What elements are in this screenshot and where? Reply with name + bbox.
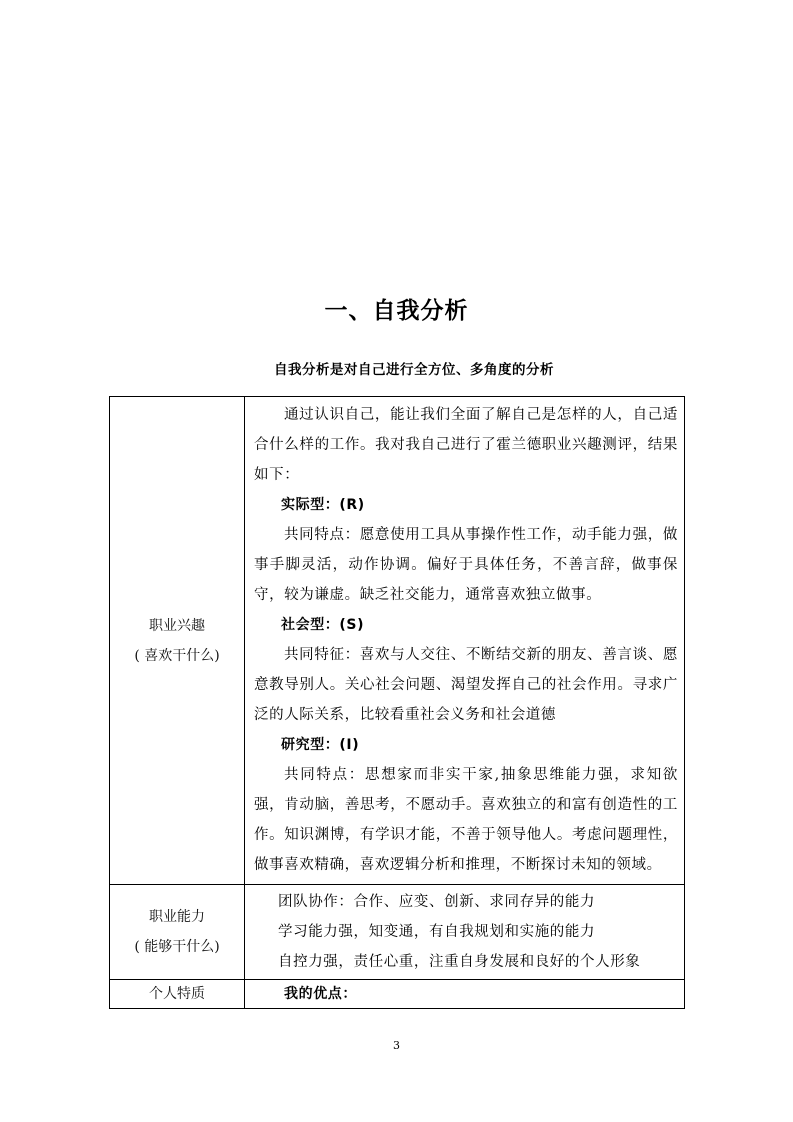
type-text-realistic: 共同特点：愿意使用工具从事操作性工作，动手能力强，做事手脚灵活，动作协调。偏好于具体任务，不善言辞，做事保守，较为谦虚。缺乏社交能力，通常喜欢独立做事。	[254, 527, 678, 603]
interest-label: 职业兴趣	[149, 617, 205, 634]
ability-item: 自控力强，责任心重，注重自身发展和良好的个人形象	[278, 954, 641, 970]
ability-item: 学习能力强，知变通，有自我规划和实施的能力	[278, 924, 596, 940]
interest-intro: 通过认识自己，能让我们全面了解自己是怎样的人，自己适合什么样的工作。我对我自己进行了霍兰德职业兴趣测评，结果如下：	[254, 407, 678, 483]
section-subtitle: 自我分析是对自己进行全方位、多角度的分析	[274, 362, 554, 378]
table-row-interest	[110, 397, 685, 885]
type-text-social: 共同特征：喜欢与人交往、不断结交新的朋友、善言谈、愿意教导别人。关心社会问题、渴望发挥自己的社会作用。寻求广泛的人际关系，比较看重社会义务和社会道德	[254, 647, 678, 723]
interest-label-cell	[110, 397, 245, 885]
ability-item: 团队协作：合作、应变、创新、求同存异的能力	[278, 894, 596, 910]
traits-label: 个人特质	[110, 980, 245, 1009]
table-row-ability	[110, 885, 685, 980]
type-heading-realistic: 实际型：(R)	[281, 497, 365, 513]
interest-content-cell	[245, 397, 685, 885]
interest-label-sub: ( 喜欢干什么)	[134, 647, 220, 664]
type-heading-investigative: 研究型：(I)	[281, 737, 360, 753]
ability-label-cell	[110, 885, 245, 980]
type-text-investigative: 共同特点：思想家而非实干家,抽象思维能力强，求知欲强，肯动脑，善思考，不愿动手。喜欢独立的和富有创造性的工作。知识渊博，有学识才能，不善于领导他人。考虑问题理性，做事喜欢精确，喜欢逻辑分析和推理，不断探讨未知的领域。	[254, 767, 678, 873]
ability-label: 职业能力	[149, 909, 205, 925]
ability-label-sub: ( 能够干什么)	[134, 939, 220, 955]
type-heading-social: 社会型：(S)	[281, 617, 365, 633]
traits-heading: 我的优点：	[284, 986, 357, 1002]
page-number: 3	[393, 1039, 400, 1052]
traits-content-cell	[245, 980, 685, 1009]
table-row-traits	[110, 980, 685, 1009]
ability-content-cell	[245, 885, 685, 980]
section-title: 一、自我分析	[324, 298, 469, 324]
self-analysis-table	[109, 396, 685, 1009]
